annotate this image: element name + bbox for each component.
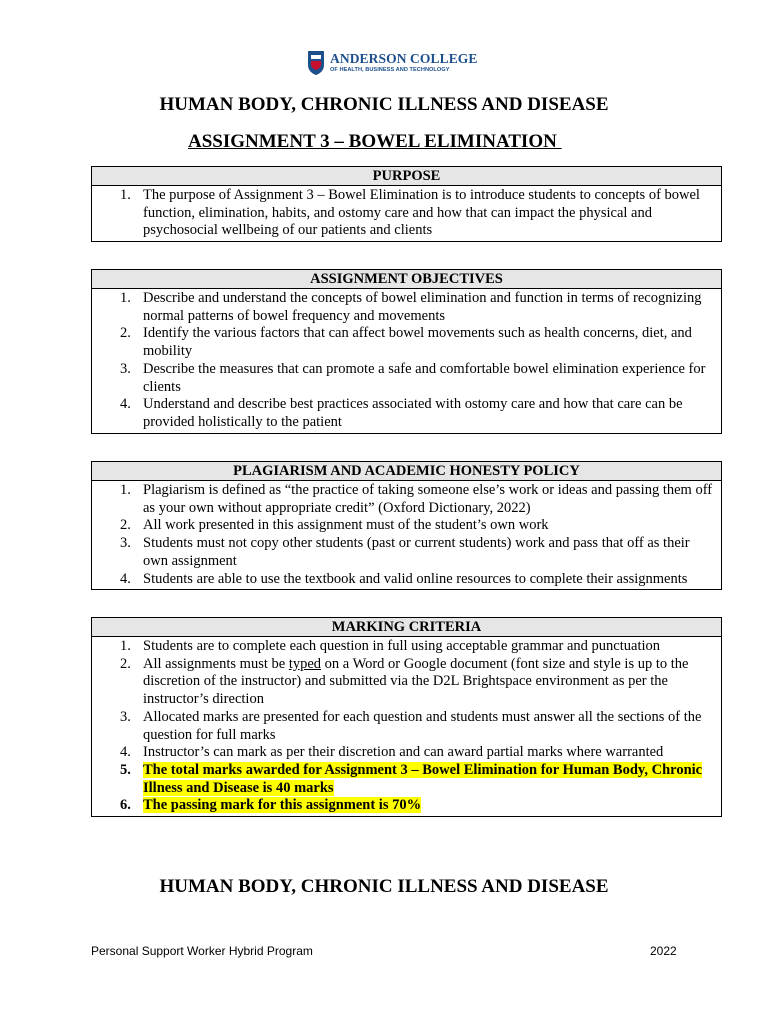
item-number: 6. <box>120 797 131 814</box>
list-item <box>92 325 721 360</box>
course-title: HUMAN BODY, CHRONIC ILLNESS AND DISEASE <box>159 94 609 115</box>
plagiarism-heading: PLAGIARISM AND ACADEMIC HONESTY POLICY <box>92 462 721 481</box>
list-item <box>92 656 721 709</box>
list-item <box>92 361 721 396</box>
item-number: 2. <box>120 655 131 672</box>
marking-section <box>91 617 722 817</box>
list-item <box>92 187 721 240</box>
college-logo <box>307 50 478 76</box>
item-text-after: on a Word or Google document (font size and style is up to the discretion of the instructor) and submitted via the D2L Brightspace environment as per the instructor’s direction <box>143 655 689 708</box>
list-item <box>92 571 721 589</box>
item-number: 5. <box>120 761 131 778</box>
item-number: 3. <box>120 360 131 377</box>
marking-heading: MARKING CRITERIA <box>92 618 721 637</box>
college-name: ANDERSON COLLEGE <box>330 50 478 66</box>
objectives-section <box>91 269 722 434</box>
list-item <box>92 290 721 325</box>
item-text: Describe and understand the concepts of bowel elimination and function in terms of recognizing normal patterns of bowel frequency and movements <box>143 290 702 324</box>
list-item <box>92 762 721 797</box>
item-text: Students are to complete each question in full using acceptable grammar and punctuation <box>143 638 661 654</box>
assignment-title: ASSIGNMENT 3 – BOWEL ELIMINATION <box>188 131 562 152</box>
highlighted-text: The passing mark for this assignment is 70% <box>143 797 422 814</box>
item-number: 1. <box>120 482 131 498</box>
item-text: Students are able to use the textbook and valid online resources to complete their assignments <box>143 570 688 587</box>
item-number: 1. <box>120 187 131 203</box>
highlighted-text: The total marks awarded for Assignment 3 – Bowel Elimination for Human Body, Chronic Illness and Disease is 40 marks <box>143 761 703 796</box>
objectives-heading: ASSIGNMENT OBJECTIVES <box>92 270 721 289</box>
college-subtitle: OF HEALTH, BUSINESS AND TECHNOLOGY <box>330 67 450 74</box>
underlined-word: typed <box>288 655 322 672</box>
item-number: 4. <box>120 396 131 413</box>
item-number: 1. <box>120 290 131 306</box>
list-item <box>92 396 721 431</box>
purpose-section <box>91 166 722 242</box>
list-item <box>92 517 721 535</box>
item-text: Identify the various factors that can affect bowel movements such as health concerns, diet, and mobility <box>143 325 692 360</box>
item-text: Students must not copy other students (past or current students) work and pass that off as their own assignment <box>143 535 690 569</box>
list-item <box>92 797 721 815</box>
college-shield-icon <box>307 50 325 76</box>
list-item <box>92 638 721 656</box>
item-text: Describe the measures that can promote a safe and comfortable bowel elimination experience for clients <box>143 360 706 395</box>
item-text: Allocated marks are presented for each question and students must answer all the sections of the question for full marks <box>143 708 702 743</box>
item-text: Understand and describe best practices associated with ostomy care and how that care can be provided holistically to the patient <box>143 396 683 430</box>
list-item <box>92 482 721 517</box>
item-text: Instructor’s can mark as per their discretion and can award partial marks where warranted <box>143 744 664 761</box>
footer-year: 2022 <box>650 944 677 958</box>
item-text-before: All assignments must be <box>143 655 289 672</box>
list-item <box>92 709 721 744</box>
item-text: Plagiarism is defined as “the practice of taking someone else’s work or ideas and passing them off as your own without appropriate credit” (Oxford Dictionary, 2022) <box>143 482 713 516</box>
item-number: 2. <box>120 325 131 342</box>
item-number: 2. <box>120 517 131 534</box>
item-number: 4. <box>120 570 131 587</box>
course-title-repeat: HUMAN BODY, CHRONIC ILLNESS AND DISEASE <box>159 876 609 897</box>
item-number: 1. <box>120 638 131 654</box>
item-text: All work presented in this assignment must of the student’s own work <box>143 517 549 534</box>
item-number: 3. <box>120 708 131 725</box>
footer-program: Personal Support Worker Hybrid Program <box>91 944 313 958</box>
list-item <box>92 535 721 570</box>
plagiarism-section <box>91 461 722 590</box>
item-text: The purpose of Assignment 3 – Bowel Elimination is to introduce students to concepts of bowel function, elimination, habits, and ostomy care and how that can impact the physical and psychosocial wellbeing of our patients and clients <box>143 187 700 239</box>
list-item <box>92 744 721 762</box>
item-number: 3. <box>120 535 131 552</box>
item-number: 4. <box>120 744 131 761</box>
purpose-heading: PURPOSE <box>92 167 721 186</box>
